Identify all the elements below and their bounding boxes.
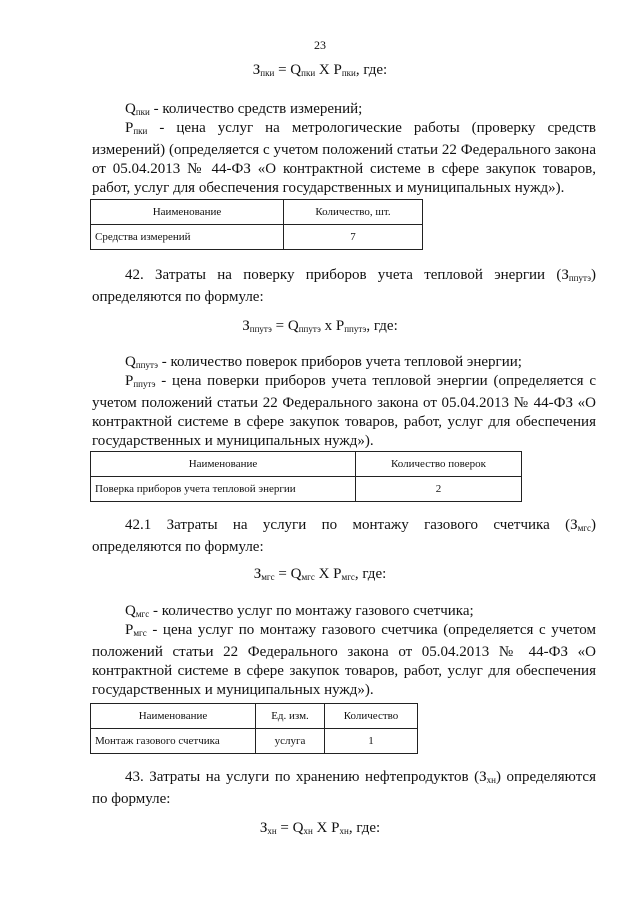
table-header-cell: Наименование [91, 704, 256, 729]
table-row [91, 477, 522, 502]
table-cell: 7 [284, 225, 423, 250]
table-header-cell: Количество, шт. [284, 200, 423, 225]
table-header-row [91, 200, 423, 225]
section-43-intro: 43. Затраты на услуги по хранению нефтепродуктов $(З_{хн})$ определяются по формуле: [92, 769, 596, 807]
definition-p-pputa: $P_{ппутэ}$ - цена поверки приборов учета тепловой энергии (определяется с учетом положений статьи 22 Федерального закона от 05.04.2013 № 44-ФЗ «О контрактной системе в сфере закупок товаров, работ, услуг для обеспечения государственных и муниципальных нужд»). [92, 373, 596, 449]
table-cell: услуга [256, 729, 325, 754]
formula-hn: $З_{хн} = Q_{хн}$ X $P_{хн}$, где: [259, 820, 381, 836]
table-header-cell: Количество поверок [356, 452, 522, 477]
table-cell: Средства измерений [91, 225, 284, 250]
definition-q-pki: $Q_{пки}$ - количество средств измерений; [125, 101, 363, 117]
formula-pputa: $З_{ппутэ} = Q_{ппутэ}$ x $P_{ппутэ}$, где: [242, 318, 398, 334]
table-header-cell: Ед. изм. [256, 704, 325, 729]
table-header-cell: Количество [325, 704, 418, 729]
definition-q-mgs: $Q_{мгс}$ - количество услуг по монтажу газового счетчика; [125, 603, 474, 619]
table-heat-meter-verification [90, 451, 522, 502]
page-number: 23 [314, 38, 326, 52]
definition-p-pki: $P_{пки}$ - цена услуг на метрологические работы (проверку средств измерений) (определяется с учетом положений статьи 22 Федерального закона от 05.04.2013 № 44-ФЗ «О контрактной системе в сфере закупок товаров, работ, услуг для обеспечения государственных и муниципальных нужд»). [92, 120, 596, 196]
formula-mgs: $З_{мгс} = Q_{мгс}$ X $P_{мгс}$, где: [253, 566, 387, 582]
table-row [91, 729, 418, 754]
table-header-cell: Наименование [91, 452, 356, 477]
definition-q-pputa: $Q_{ппутэ}$ - количество поверок приборов учета тепловой энергии; [125, 354, 522, 370]
table-header-cell: Наименование [91, 200, 284, 225]
table-cell: 1 [325, 729, 418, 754]
table-cell: Поверка приборов учета тепловой энергии [91, 477, 356, 502]
table-gas-meter-installation [90, 703, 418, 754]
definition-p-mgs: $P_{мгс}$ - цена услуг по монтажу газового счетчика (определяется с учетом положений статьи 22 Федерального закона от 05.04.2013 № 44-ФЗ «О контрактной системе в сфере закупок товаров, работ, услуг для обеспечения государственных и муниципальных нужд»). [92, 622, 596, 698]
section-42-intro: 42. Затраты на поверку приборов учета тепловой энергии $(З_{ппутэ})$ определяются по формуле: [92, 267, 596, 305]
table-header-row [91, 452, 522, 477]
section-42-1-intro: 42.1 Затраты на услуги по монтажу газового счетчика $(З_{мгс})$ определяются по формуле: [92, 517, 596, 555]
table-cell: Монтаж газового счетчика [91, 729, 256, 754]
table-row [91, 225, 423, 250]
table-header-row [91, 704, 418, 729]
table-cell: 2 [356, 477, 522, 502]
formula-pki: $З_{пки} = Q_{пки}$ X $P_{пки}$, где: [252, 62, 388, 78]
table-measuring-instruments [90, 199, 423, 250]
